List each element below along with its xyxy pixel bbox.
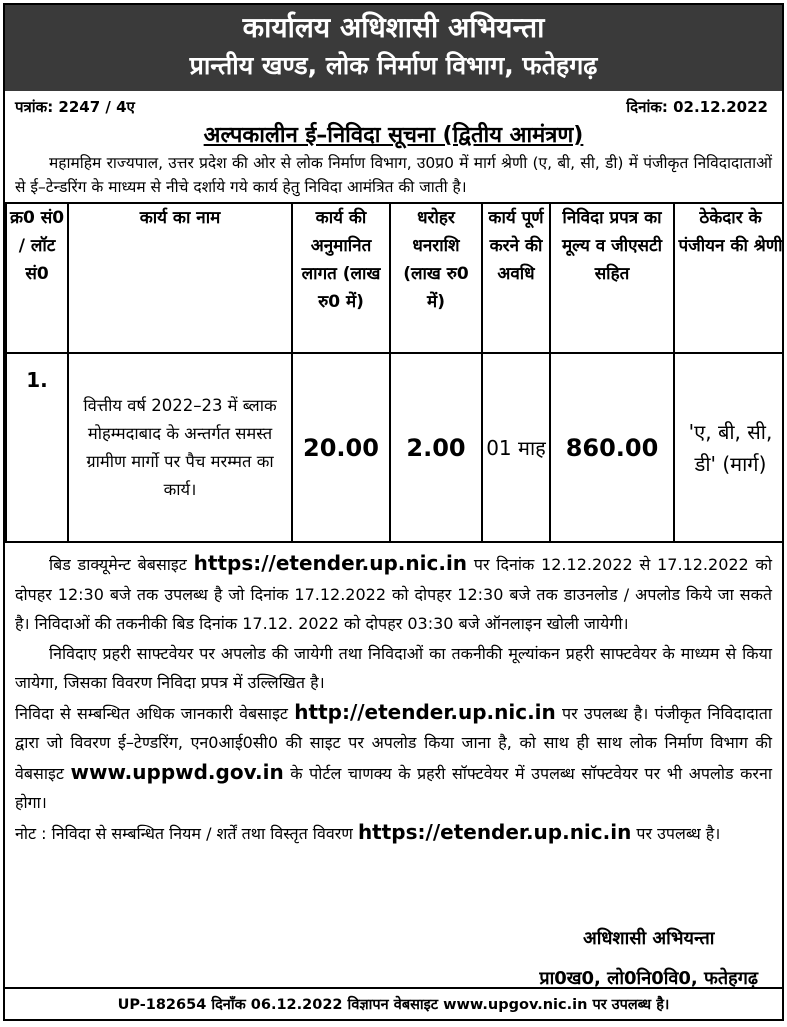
tender-notice [3, 3, 784, 1021]
notice-header [5, 5, 782, 91]
note-paragraph [15, 818, 772, 849]
office-title: कार्यालय अधिशासी अभियन्ता [242, 11, 545, 44]
division-title: प्रान्तीय खण्ड, लोक निर्माण विभाग, फतेहगढ़ [189, 51, 598, 80]
col-header-work: कार्य का नाम [68, 203, 292, 353]
letter-date: दिनांक: 02.12.2022 [626, 98, 768, 116]
etender-http-link[interactable]: http://etender.up.nic.in [294, 699, 556, 724]
col-header-sno: क्र0 सं0 / लॉट सं0 [6, 203, 68, 353]
col-header-cost: कार्य की अनुमानित लागत (लाख रु0 में) [292, 203, 390, 353]
bid-availability-paragraph [15, 549, 772, 639]
note-text-a: नोट : निविदा से सम्बन्धित नियम / शर्तें तथा विस्तृत विवरण [15, 823, 358, 843]
cell-sno: 1. [6, 353, 68, 542]
para3-text-a: निविदा से सम्बन्धित अधिक जानकारी वेबसाइट [15, 703, 295, 723]
col-header-deposit: धरोहर धनराशि (लाख रु0 में) [390, 203, 482, 353]
cell-cost: 20.00 [292, 353, 390, 542]
prahari-paragraph: निविदाए प्रहरी साफ्टवेयर पर अपलोड की जायेगी तथा निविदाओं का तकनीकी मूल्यांकन प्रहरी साफ्टवेयर के माध्यम से किया जायेगा, जिसका विवरण निविदा प्रपत्र में उल्लिखित है। [15, 643, 772, 692]
col-header-fee: निविदा प्रपत्र का मूल्य व जीएसटी सहित [550, 203, 674, 353]
note-text-b: पर उपलब्ध है। [631, 823, 721, 843]
col-header-period: कार्य पूर्ण करने की अवधि [482, 203, 550, 353]
note-etender-link[interactable]: https://etender.up.nic.in [357, 819, 632, 844]
intro-paragraph: महामहिम राज्यपाल, उत्तर प्रदेश की ओर से लोक निर्माण विभाग, उ0प्र0 में मार्ग श्रेणी (ए, बी, सी, डी) में पंजीकृत निविदादाताओं से ई–टेन्डरिंग के माध्यम से नीचे दर्शाये गये कार्य हेतु निविदा आमंत्रित की जाती है। [15, 154, 772, 196]
col-header-category: ठेकेदार के पंजीयन की श्रेणी [674, 203, 784, 353]
notice-body [5, 543, 782, 848]
reference-row [5, 91, 782, 121]
works-table [5, 202, 784, 543]
more-info-paragraph [15, 698, 772, 818]
uppwd-link[interactable]: www.uppwd.gov.in [70, 759, 284, 784]
para1-text-a: बिड डाक्यूमेन्ट बेबसाइट [49, 555, 194, 574]
notice-title: अल्पकालीन ई–निविदा सूचना (द्वितीय आमंत्रण) [203, 123, 584, 148]
cell-category: 'ए, बी, सी, डी' (मार्ग) [674, 353, 784, 542]
cell-deposit: 2.00 [390, 353, 482, 542]
para1-text-b: पर दिनांक 12.12.2022 से 17.12.2022 को दोपहर 12:30 बजे तक उपलब्ध है जो दिनांक 17.12.2022 को दोपहर 12:30 बजे तक डाउनलोड / अपलोड किये जा सकते है। निविदाओं की तकनीकी बिड दिनांक 17.12. 2022 को दोपहर 03:30 बजे ऑनलाइन खोली जायेगी। [15, 555, 772, 633]
signatory-office: प्रा0ख0, लो0नि0वि0, फतेहगढ़ [539, 968, 758, 989]
para3-text-c: के पोर्टल चाणक्य के प्रहरी सॉफ्टवेयर में उपलब्ध सॉफ्टवेयर पर भी अपलोड करना होगा। [15, 763, 773, 812]
footer-line: UP-182654 दिनाँक 06.12.2022 विज्ञापन वेबसाइट www.upgov.nic.in पर उपलब्ध है। [5, 987, 782, 1019]
table-header-row [6, 203, 784, 353]
cell-work: वित्तीय वर्ष 2022–23 में ब्लाक मोहम्मदाबाद के अन्तर्गत समस्त ग्रामीण मार्गो पर पैच मरम्मत का कार्य। [68, 353, 292, 542]
letter-number: पत्रांक: 2247 / 4ए [15, 98, 135, 116]
table-row [6, 353, 784, 542]
etender-link[interactable]: https://etender.up.nic.in [193, 551, 468, 575]
cell-period: 01 माह [482, 353, 550, 542]
signatory-title: अधिशासी अभियन्ता [582, 928, 715, 949]
cell-fee: 860.00 [550, 353, 674, 542]
para3-text-b: पर उपलब्ध है। पंजीकृत निविदादाता द्वारा जो विवरण ई–टेण्डरिंग, एन0आई0सी0 की साइट पर अपलोड किया जाना है, को साथ ही साथ लोक निर्माण विभाग की वेबसाइट [15, 703, 772, 783]
